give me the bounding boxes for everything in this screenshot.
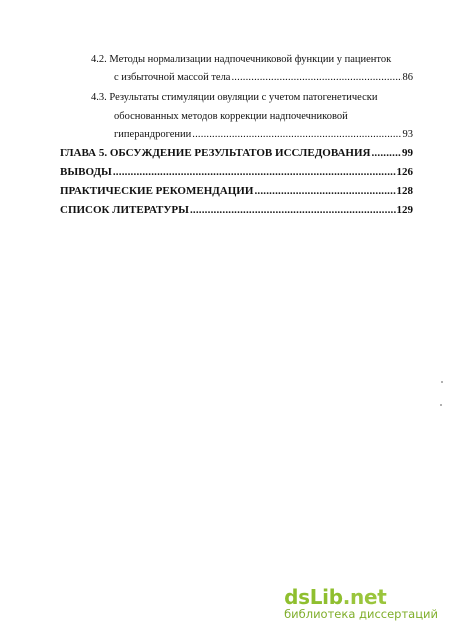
toc-entry-text: СПИСОК ЛИТЕРАТУРЫ bbox=[60, 204, 189, 216]
toc-page-number: 126 bbox=[396, 166, 413, 178]
toc-leader-dots bbox=[371, 147, 401, 160]
scan-speck bbox=[440, 404, 442, 406]
toc-leader-dots bbox=[254, 185, 395, 198]
toc-entry-4-2-line-1: 4.2. Методы нормализации надпочечниковой функции у пациенток bbox=[91, 54, 392, 65]
site-watermark[interactable] bbox=[284, 586, 438, 621]
toc-entry-4-3-line-1: 4.3. Результаты стимуляции овуляции с учетом патогенетически bbox=[91, 92, 378, 103]
toc-page-number: 129 bbox=[396, 204, 413, 216]
watermark-logo-part2: .net bbox=[342, 585, 387, 609]
toc-leader-dots bbox=[190, 204, 396, 217]
toc-entry-4-3-line-3[interactable] bbox=[114, 128, 413, 141]
toc-entry-text: ПРАКТИЧЕСКИЕ РЕКОМЕНДАЦИИ bbox=[60, 185, 254, 197]
toc-entry-text: с избыточной массой тела bbox=[114, 72, 231, 83]
toc-leader-dots bbox=[231, 71, 401, 84]
scan-speck bbox=[441, 381, 443, 383]
toc-entry-recommendations[interactable] bbox=[60, 185, 413, 198]
toc-entry-text: ГЛАВА 5. ОБСУЖДЕНИЕ РЕЗУЛЬТАТОВ ИССЛЕДОВАНИЯ bbox=[60, 147, 371, 159]
toc-entry-text: гиперандрогении bbox=[114, 129, 192, 140]
toc-leader-dots bbox=[113, 166, 396, 179]
toc-entry-chapter-5[interactable] bbox=[60, 147, 413, 160]
toc-page-number: 86 bbox=[402, 72, 413, 83]
toc-entry-text: ВЫВОДЫ bbox=[60, 166, 112, 178]
watermark-logo-part1: dsLib bbox=[284, 585, 343, 609]
toc-entry-4-3-line-2: обоснованных методов коррекции надпочечниковой bbox=[114, 111, 348, 122]
toc-page-number: 99 bbox=[402, 147, 413, 159]
watermark-subtitle: библиотека диссертаций bbox=[284, 607, 438, 621]
toc-page-number: 128 bbox=[396, 185, 413, 197]
toc-entry-conclusions[interactable] bbox=[60, 166, 413, 179]
watermark-logo bbox=[284, 586, 438, 608]
toc-page-number: 93 bbox=[402, 129, 413, 140]
toc-entry-references[interactable] bbox=[60, 204, 413, 217]
toc-entry-4-2-line-2[interactable] bbox=[114, 71, 413, 84]
toc-leader-dots bbox=[192, 128, 401, 141]
